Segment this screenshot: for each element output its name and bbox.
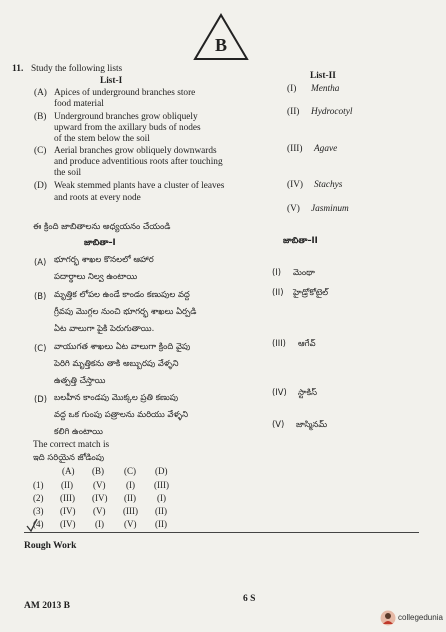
te-list2-item-text: జాస్మినమ్ — [296, 419, 328, 429]
list1-item-c-line: the soil — [54, 168, 82, 178]
te-list2-item-text: స్టాకిస్ — [298, 387, 317, 397]
option-4-value: (I) — [95, 519, 104, 529]
list2-item-label: (III) — [287, 144, 303, 154]
list1-item-c-line: and produce adventitious roots after touching — [54, 157, 223, 167]
list2-item-label: (II) — [287, 107, 300, 117]
te-list1-item-d-line: కలిగి ఉంటాయి — [54, 426, 103, 436]
list1-item-b-line: Underground branches grow obliquely — [54, 112, 198, 122]
te-list1-item-b-line: ఏట వాలుగా పైకి పెరుగుతాయి. — [54, 323, 155, 333]
correct-match-label: The correct match is — [33, 440, 110, 450]
list1-item-d-label: (D) — [34, 181, 47, 191]
list2-item-text: Agave — [314, 144, 338, 154]
option-1-number[interactable]: (1) — [33, 480, 44, 490]
te-list1-item-d-label: (D) — [34, 394, 47, 404]
te-list1-item-c-label: (C) — [34, 343, 47, 353]
option-1-value: (V) — [93, 480, 106, 490]
set-code-triangle — [193, 13, 249, 61]
option-1-value: (I) — [126, 480, 135, 490]
answer-tick-mark — [26, 518, 38, 532]
rough-work-divider — [24, 532, 419, 533]
te-list1-item-b-line: గ్రీవపు మొగ్గల నుంచి భూగర్భ శాఖలు ఏర్పడి — [54, 306, 197, 316]
question-number: 11. — [12, 64, 24, 74]
list1-item-c-line: Aerial branches grow obliquely downwards — [54, 146, 217, 156]
te-list2-item-label: (III) — [272, 338, 286, 348]
te-list1-item-b-label: (B) — [34, 291, 47, 301]
option-3-value: (II) — [155, 506, 167, 516]
te-list2-item-label: (I) — [272, 267, 282, 277]
option-3-value: (V) — [93, 506, 106, 516]
option-header: (A) — [62, 466, 75, 476]
question-stem: Study the following lists — [31, 64, 123, 74]
rough-work-label: Rough Work — [24, 541, 77, 551]
watermark-text: collegedunia — [398, 613, 443, 622]
list1-item-b-label: (B) — [34, 112, 47, 122]
option-4-value: (V) — [124, 519, 137, 529]
option-4-value: (IV) — [60, 519, 76, 529]
te-list2-item-text: ఆగేవ్ — [298, 338, 316, 348]
option-header: (B) — [92, 466, 104, 476]
option-4-number[interactable]: (4) — [33, 519, 44, 529]
list1-title: List-I — [100, 76, 123, 86]
te-list1-item-a-line: పదార్థాలు నిల్వ ఉంటాయి — [54, 271, 138, 281]
te-list2-item-label: (IV) — [272, 387, 287, 397]
list1-item-a-line: Apices of underground branches store — [54, 88, 196, 98]
list1-item-c-label: (C) — [34, 146, 47, 156]
list2-item-text: Hydrocotyl — [311, 107, 353, 117]
list2-item-label: (I) — [287, 84, 297, 94]
te-list2-item-text: మెంథా — [293, 267, 315, 277]
te-list2-item-label: (II) — [272, 287, 284, 297]
collegedunia-logo-icon — [380, 610, 396, 626]
te-list1-item-d-line: వద్ద ఒక గుంపు పత్రాలను మరియు వేళ్ళని — [54, 409, 189, 419]
list1-item-d-line: Weak stemmed plants have a cluster of leaves — [54, 181, 225, 191]
telugu-list1-title: జాబితా–I — [84, 237, 116, 247]
option-header: (C) — [124, 466, 136, 476]
list2-item-text: Jasminum — [311, 204, 349, 214]
list2-item-label: (IV) — [287, 180, 304, 190]
option-2-value: (II) — [124, 493, 136, 503]
te-list1-item-c-line: ఉత్పత్తి చేస్తాయి — [54, 375, 106, 385]
list2-item-label: (V) — [287, 204, 300, 214]
list1-item-b-line: of the stem below the soil — [54, 134, 150, 144]
option-1-value: (III) — [154, 480, 169, 490]
watermark-logo — [380, 608, 442, 628]
te-list2-item-label: (V) — [272, 419, 285, 429]
option-3-number[interactable]: (3) — [33, 506, 44, 516]
correct-match-telugu-label: ఇది సరియైన జోడింపు — [33, 452, 105, 462]
option-2-value: (I) — [157, 493, 166, 503]
option-3-value: (IV) — [60, 506, 76, 516]
option-2-value: (III) — [60, 493, 75, 503]
list1-item-a-label: (A) — [34, 88, 47, 98]
te-list2-item-text: హైడ్రోకోటైల్ — [293, 287, 329, 297]
option-4-value: (II) — [155, 519, 167, 529]
footer-paper-code: AM 2013 B — [24, 601, 70, 611]
list2-item-text: Stachys — [314, 180, 343, 190]
option-header: (D) — [155, 466, 168, 476]
page-number: 6 S — [243, 594, 256, 604]
option-2-number[interactable]: (2) — [33, 493, 44, 503]
te-list1-item-a-label: (A) — [34, 257, 47, 267]
te-list1-item-a-line: భూగర్భ శాఖల కొనలలో ఆహార — [54, 254, 154, 264]
list1-item-b-line: upward from the axillary buds of nodes — [54, 123, 201, 133]
te-list1-item-c-line: వాయుగత శాఖలు ఏట వాలుగా క్రింది వైపు — [54, 341, 191, 351]
list2-title: List-II — [310, 71, 336, 81]
te-list1-item-c-line: పెరిగి మృత్తికను తాకి అబ్బురపు వేళ్ళని — [54, 358, 179, 368]
set-code-letter: B — [214, 35, 228, 55]
list1-item-d-line: and roots at every node — [54, 193, 141, 203]
telugu-stem: ఈ క్రింది జాబితాలను అధ్యయనం చేయండి — [33, 221, 171, 231]
te-list1-item-b-line: మృత్తిక లోపల ఉండే కాండం కణుపుల వద్ద — [54, 289, 190, 299]
telugu-list2-title: జాబితా–II — [283, 235, 318, 245]
list1-item-a-line: food material — [54, 99, 104, 109]
option-3-value: (III) — [123, 506, 138, 516]
te-list1-item-d-line: బలహీన కాండపు మొక్కల ప్రతి కణుపు — [54, 392, 179, 402]
option-2-value: (IV) — [92, 493, 108, 503]
list2-item-text: Mentha — [311, 84, 340, 94]
option-1-value: (II) — [61, 480, 73, 490]
